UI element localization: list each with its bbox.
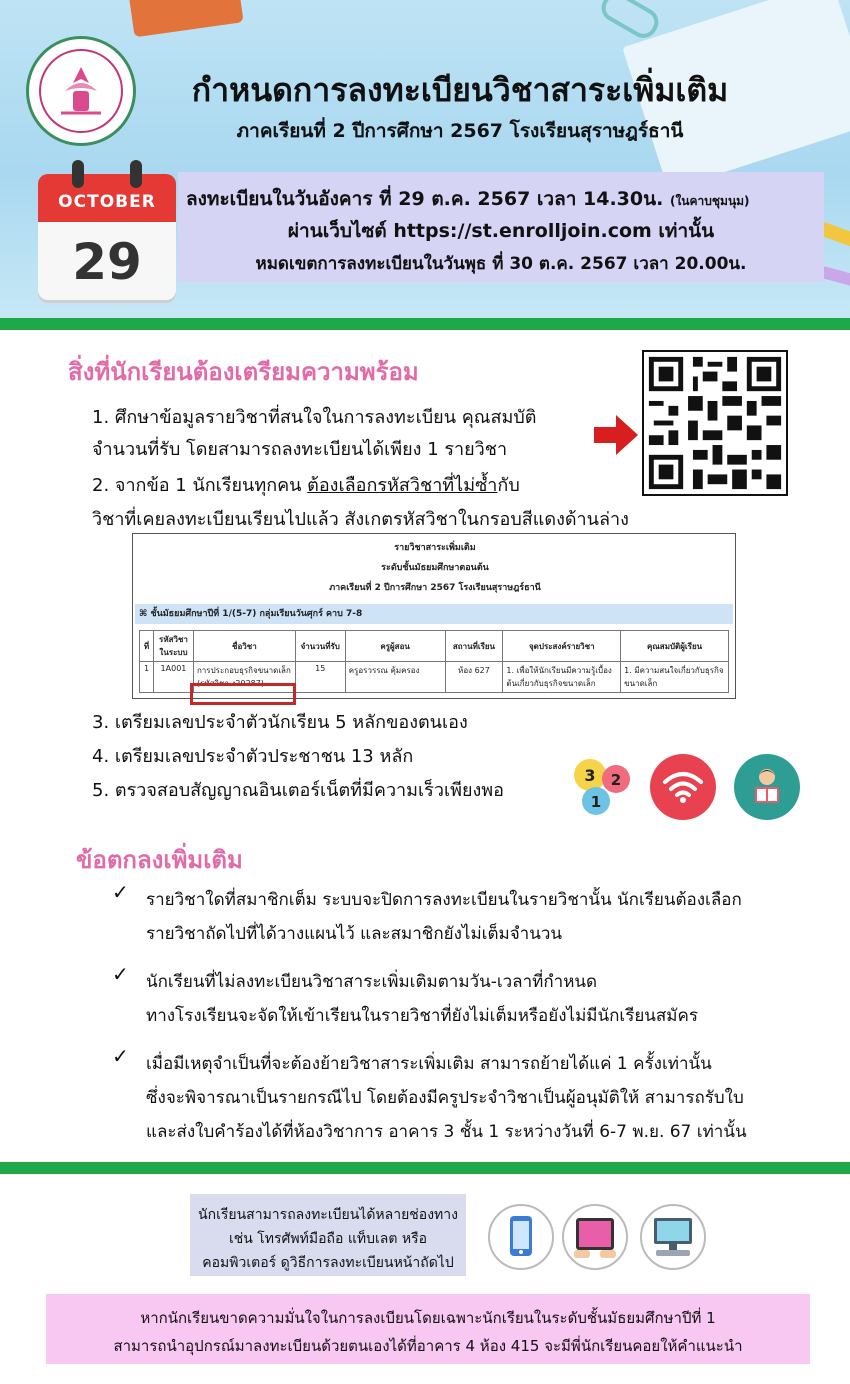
prepare-step-4: 4. เตรียมเลขประจำตัวประชาชน 13 หลัก: [92, 746, 414, 767]
unique-code-emphasis: ต้องเลือกรหัสวิชาที่ไม่ซ้ำ: [307, 475, 498, 496]
divider-bar: [0, 1162, 850, 1174]
calendar-icon: [38, 160, 176, 302]
table-cell: ห้อง 627: [445, 662, 503, 693]
agreement-item-3c: และส่งใบคำร้องได้ที่ห้องวิชาการ อาคาร 3 ชั้น 1 ระหว่างวันที่ 6-7 พ.ย. 67 เท่านั้น: [146, 1122, 747, 1142]
table-heading: ระดับชั้นมัธยมศึกษาตอนต้น: [381, 563, 489, 573]
prepare-step-2a: 2. จากข้อ 1 นักเรียนทุกคน ต้องเลือกรหัสวิชาที่ไม่ซ้ำกับ: [92, 475, 520, 496]
assistance-line: สามารถนำอุปกรณ์มาลงทะเบียนด้วยตนเองได้ที่อาคาร 4 ห้อง 415 จะมีพี่นักเรียนคอยให้คำแนะนำ: [113, 1337, 743, 1355]
tablet-icon: [562, 1204, 628, 1270]
table-header: รหัสวิชาในระบบ: [153, 631, 193, 662]
course-code-highlight: [190, 683, 296, 705]
table-cell: 1. มีความสนใจเกี่ยวกับธุรกิจขนาดเล็ก: [621, 662, 729, 693]
agreement-item-3b: ซึ่งจะพิจารณาเป็นรายกรณีไป โดยต้องมีครูประจำวิชาเป็นผู้อนุมัติให้ สามารถรับใบ: [146, 1088, 744, 1108]
registration-website: ผ่านเว็บไซต์ https://st.enrolljoin.com เท่านั้น: [287, 220, 715, 242]
page-subtitle: ภาคเรียนที่ 2 ปีการศึกษา 2567 โรงเรียนสุราษฎร์ธานี: [236, 120, 684, 142]
header-banner: [0, 0, 850, 318]
reading-student-icon: [734, 754, 800, 820]
devices-info-line: คอมพิวเตอร์ ดูวิธีการลงทะเบียนหน้าถัดไป: [202, 1255, 454, 1271]
prepare-step-1a: 1. ศึกษาข้อมูลรายวิชาที่สนใจในการลงทะเบียน คุณสมบัติ: [92, 407, 537, 428]
svg-text:2: 2: [610, 771, 622, 789]
registration-deadline: หมดเขตการลงทะเบียนในวันพุธ ที่ 30 ต.ค. 2567 เวลา 20.00น.: [255, 254, 747, 274]
agreement-item-2a: นักเรียนที่ไม่ลงทะเบียนวิชาสาระเพิ่มเติมตามวัน-เวลาที่กำหนด: [146, 972, 598, 992]
registration-date: ลงทะเบียนในวันอังคาร ที่ 29 ต.ค. 2567 เวลา 14.30น. (ในคาบชุมนุม): [186, 188, 750, 210]
table-group-label: ⌘ ชั้นมัธยมศึกษาปีที่ 1/(5-7) กลุ่มเรียนวันศุกร์ คาบ 7-8: [135, 604, 733, 624]
table-heading: รายวิชาสาระเพิ่มเติม: [394, 543, 476, 553]
calendar-ring: [72, 160, 84, 188]
divider-bar: [0, 318, 850, 330]
phone-icon: [488, 1204, 554, 1270]
table-header: จำนวนที่รับ: [295, 631, 345, 662]
checkmark-icon: ✓: [112, 962, 129, 986]
assistance-info-box: [46, 1294, 810, 1364]
prepare-section-title: สิ่งที่นักเรียนต้องเตรียมความพร้อม: [68, 358, 419, 386]
table-cell: 15: [295, 662, 345, 693]
assistance-line: หากนักเรียนขาดความมั่นใจในการลงเบียนโดยเฉพาะนักเรียนในระดับชั้นมัธยมศึกษาปีที่ 1: [140, 1309, 716, 1327]
wifi-icon: [650, 754, 716, 820]
prepare-step-3: 3. เตรียมเลขประจำตัวนักเรียน 5 หลักของตนเอง: [92, 712, 468, 733]
table-header-row: [140, 631, 729, 662]
qr-code-pattern: [644, 352, 786, 494]
course-code: (รหัสวิชา ง20287): [196, 679, 264, 688]
checkmark-icon: ✓: [112, 880, 129, 904]
calendar-month: OCTOBER: [38, 174, 176, 222]
sample-course-table: [132, 533, 736, 699]
devices-info-line: นักเรียนสามารถลงทะเบียนได้หลายช่องทาง: [198, 1207, 458, 1223]
arrow-right-icon: [594, 415, 638, 455]
registration-info-box: [178, 172, 824, 282]
agreement-item-2b: ทางโรงเรียนจะจัดให้เข้าเรียนในรายวิชาที่ยังไม่เต็มหรือยังไม่มีนักเรียนสมัคร: [146, 1006, 699, 1026]
table-header: ที่: [140, 631, 154, 662]
table-header: คุณสมบัติผู้เรียน: [621, 631, 729, 662]
agreement-section-title: ข้อตกลงเพิ่มเติม: [76, 846, 243, 874]
table-cell: การประกอบธุรกิจขนาดเล็ก (รหัสวิชา ง20287): [193, 662, 295, 693]
table-cell: ครูอรวรรณ คุ้มครอง: [345, 662, 445, 693]
table-cell: 1: [140, 662, 154, 693]
logo-emblem: [51, 61, 111, 121]
agreement-item-1a: รายวิชาใดที่สมาชิกเต็ม ระบบจะปิดการลงทะเบียนในรายวิชานั้น นักเรียนต้องเลือก: [146, 890, 742, 910]
table-header: จุดประสงค์รายวิชา: [503, 631, 621, 662]
school-logo-icon: [26, 36, 136, 146]
computer-icon: [640, 1204, 706, 1270]
table-heading: ภาคเรียนที่ 2 ปีการศึกษา 2567 โรงเรียนสุราษฎร์ธานี: [329, 583, 541, 593]
devices-info-box: [190, 1194, 466, 1276]
checkmark-icon: ✓: [112, 1044, 129, 1068]
svg-text:3: 3: [584, 766, 596, 785]
table-cell: 1. เพื่อให้นักเรียนมีความรู้เบื้องต้นเกี่ยวกับธุรกิจขนาดเล็ก: [503, 662, 621, 693]
agreement-item-3a: เมื่อมีเหตุจำเป็นที่จะต้องย้ายวิชาสาระเพิ่มเติม สามารถย้ายได้แค่ 1 ครั้งเท่านั้น: [146, 1054, 712, 1074]
table-header: ชื่อวิชา: [193, 631, 295, 662]
table-cell: 1A001: [153, 662, 193, 693]
decorative-book: [126, 0, 243, 37]
page-title: กำหนดการลงทะเบียนวิชาสาระเพิ่มเติม: [191, 71, 729, 109]
prepare-step-1b: จำนวนที่รับ โดยสามารถลงทะเบียนได้เพียง 1 รายวิชา: [92, 439, 508, 460]
devices-info-line: เช่น โทรศัพท์มือถือ แท็บเลต หรือ: [228, 1231, 428, 1247]
registration-note: (ในคาบชุมนุม): [669, 194, 750, 208]
numbers-bubble-icon: [568, 755, 638, 821]
table-header: ครูผู้สอน: [345, 631, 445, 662]
calendar-day: 29: [38, 222, 176, 300]
svg-text:1: 1: [590, 793, 602, 811]
calendar-ring: [130, 160, 142, 188]
qr-code-icon[interactable]: [642, 350, 788, 496]
table-header: สถานที่เรียน: [445, 631, 503, 662]
prepare-step-5: 5. ตรวจสอบสัญญาณอินเตอร์เน็ตที่มีความเร็วเพียงพอ: [92, 780, 504, 801]
agreement-item-1b: รายวิชาถัดไปที่ได้วางแผนไว้ และสมาชิกยังไม่เต็มจำนวน: [146, 924, 563, 944]
prepare-step-2b: วิชาที่เคยลงทะเบียนเรียนไปแล้ว สังเกตรหัสวิชาในกรอบสีแดงด้านล่าง: [92, 509, 629, 530]
